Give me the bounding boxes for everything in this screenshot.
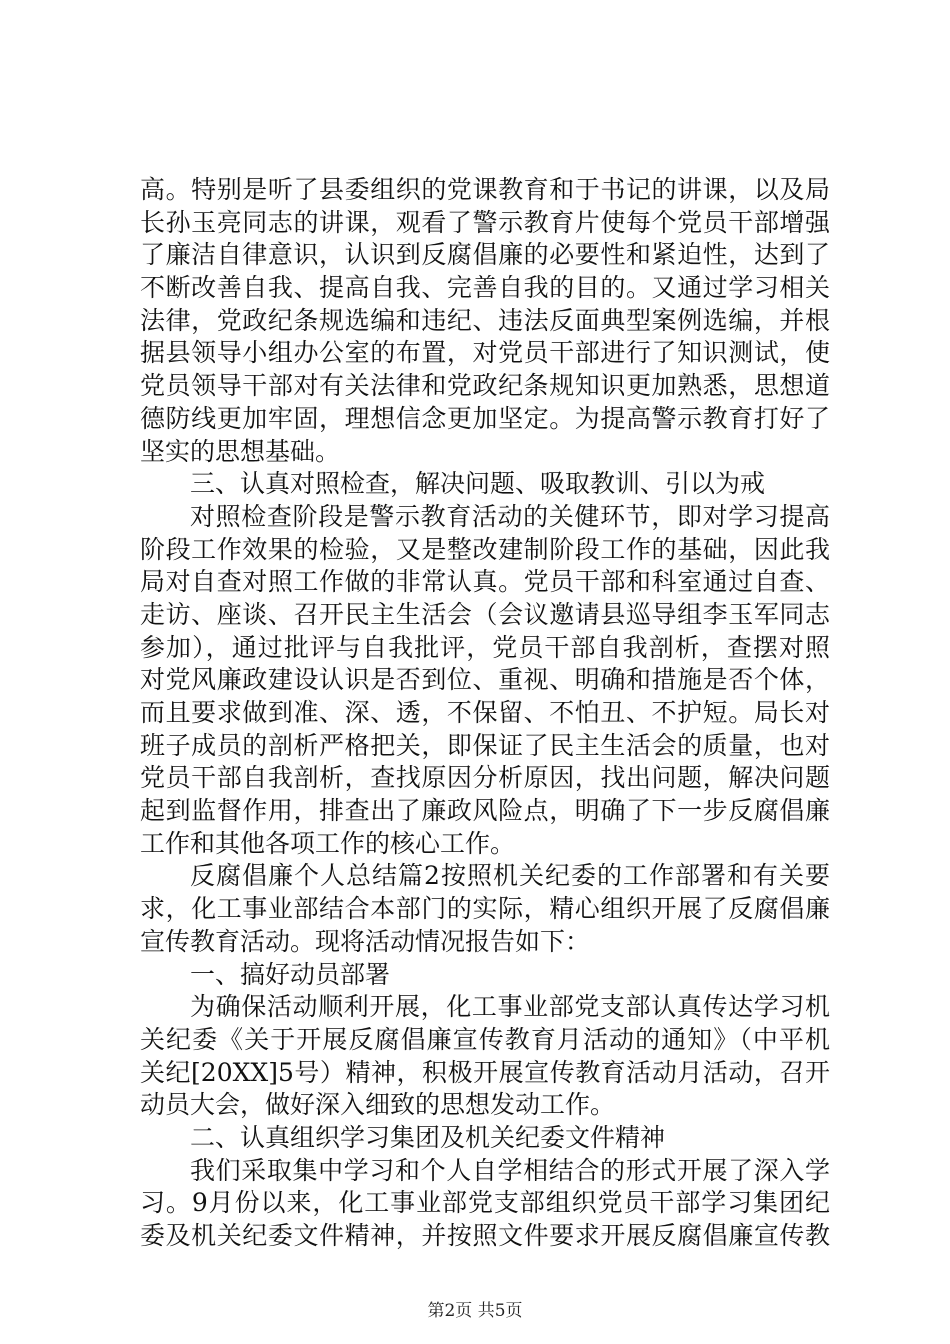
text-line: 关纪委《关于开展反腐倡廉宣传教育月活动的通知》（中平机 [140,1024,830,1054]
text-line: 三、认真对照检查，解决问题、吸取教训、引以为戒 [190,469,766,499]
text-line: 德防线更加牢固，理想信念更加坚定。为提高警示教育打好了 [140,403,830,433]
text-line: 工作和其他各项工作的核心工作。 [140,828,516,858]
text-line: 班子成员的剖析严格把关，即保证了民主生活会的质量，也对 [140,730,830,760]
text-line: 不断改善自我、提高自我、完善自我的目的。又通过学习相关 [140,273,830,303]
text-line: 据县领导小组办公室的布置，对党员干部进行了知识测试，使 [140,338,830,368]
text-line: 求，化工事业部结合本部门的实际，精心组织开展了反腐倡廉 [140,894,830,924]
text-line: 宣传教育活动。现将活动情况报告如下： [140,926,591,956]
text-line: 起到监督作用，排查出了廉政风险点，明确了下一步反腐倡廉 [140,796,830,826]
text-line: 关纪[20XX]5号）精神，积极开展宣传教育活动月活动，召开 [140,1057,830,1087]
text-line: 走访、座谈、召开民主生活会（会议邀请县巡导组李玉军同志 [140,599,830,629]
body-text [140,174,830,1253]
text-line: 我们采取集中学习和个人自学相结合的形式开展了深入学 [190,1155,830,1185]
text-line: 高。特别是听了县委组织的党课教育和于书记的讲课，以及局 [140,175,830,204]
page-number-footer: 第2页 共5页 [427,1301,523,1321]
text-line: 阶段工作效果的检验，又是整改建制阶段工作的基础，因此我 [140,534,830,564]
text-line: 党员领导干部对有关法律和党政纪条规知识更加熟悉，思想道 [140,371,830,401]
text-line: 习。9月份以来，化工事业部党支部组织党员干部学习集团纪 [140,1188,830,1218]
text-line: 而且要求做到准、深、透，不保留、不怕丑、不护短。局长对 [140,698,830,727]
text-line: 动员大会，做好深入细致的思想发动工作。 [140,1090,616,1120]
text-line: 委及机关纪委文件精神，并按照文件要求开展反腐倡廉宣传教 [140,1221,830,1250]
text-line: 对照检查阶段是警示教育活动的关健环节，即对学习提高 [190,501,830,531]
text-line: 坚实的思想基础。 [140,436,341,466]
text-line: 二、认真组织学习集团及机关纪委文件精神 [190,1122,666,1152]
text-line: 参加），通过批评与自我批评，党员干部自我剖析，查摆对照 [140,632,830,662]
text-line: 局对自查对照工作做的非常认真。党员干部和科室通过自查、 [140,567,830,597]
text-line: 长孙玉亮同志的讲课，观看了警示教育片使每个党员干部增强 [140,207,830,237]
text-line: 了廉洁自律意识，认识到反腐倡廉的必要性和紧迫性，达到了 [140,240,830,270]
text-line: 法律，党政纪条规选编和违纪、违法反面典型案例选编，并根 [140,305,830,335]
text-line: 党员干部自我剖析，查找原因分析原因，找出问题，解决问题 [140,763,830,793]
text-line: 为确保活动顺利开展，化工事业部党支部认真传达学习机 [190,992,830,1022]
text-line: 一、搞好动员部署 [190,959,391,989]
text-line: 反腐倡廉个人总结篇2按照机关纪委的工作部署和有关要 [190,861,830,891]
text-line: 对党风廉政建设认识是否到位、重视、明确和措施是否个体， [140,665,830,695]
